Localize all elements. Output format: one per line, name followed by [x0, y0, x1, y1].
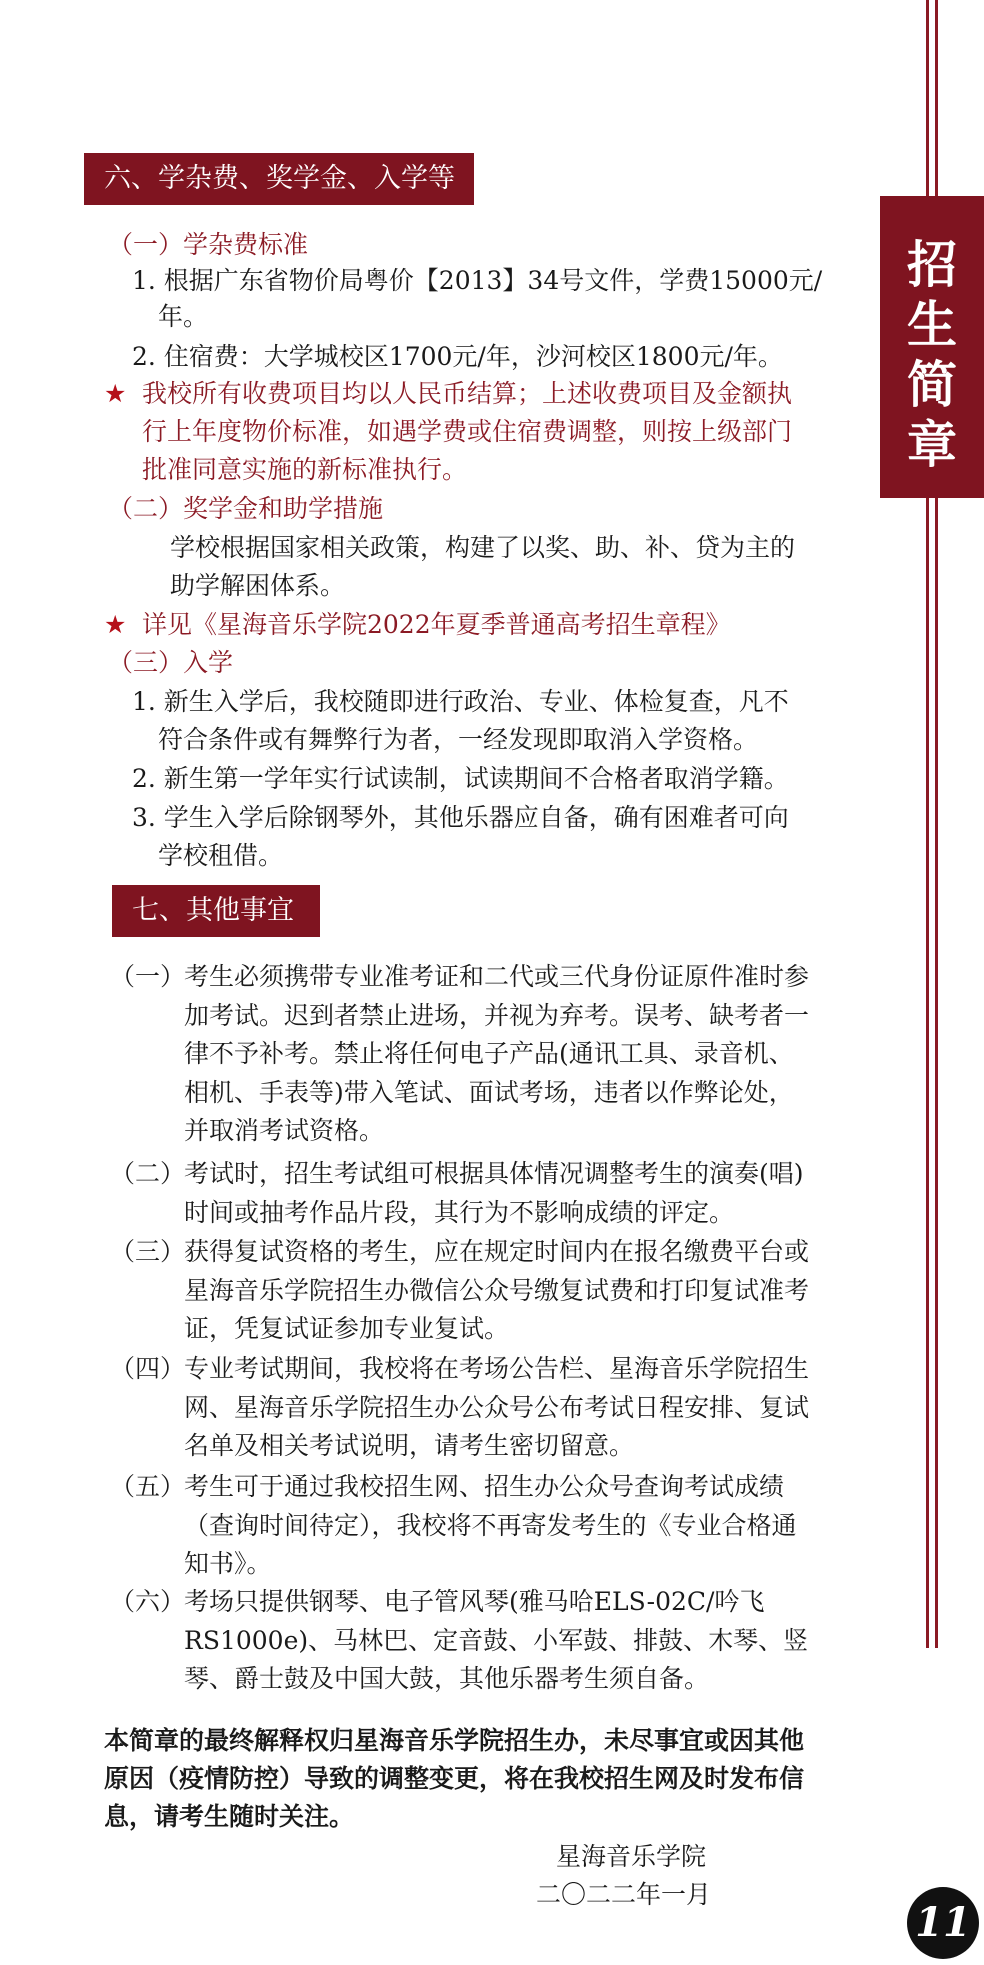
section7-item-line: 星海音乐学院招生办微信公众号缴复试费和打印复试准考 [184, 1275, 810, 1305]
section7-item-line: 时间或抽考作品片段，其行为不影响成绩的评定。 [184, 1197, 735, 1227]
section7-item-line: 并取消考试资格。 [184, 1116, 385, 1145]
sub3-item3-line2: 学校租借。 [158, 841, 284, 870]
note1-line1: 我校所有收费项目均以人民币结算；上述收费项目及金额执 [142, 379, 793, 408]
section7-item-number: （四） [110, 1354, 186, 1383]
border-line-left [926, 0, 929, 196]
section7-item-line: 相机、手表等)带入笔试、面试考场，违者以作弊论处， [184, 1077, 794, 1107]
sub1-item1-line1: 1. 根据广东省物价局粤价【2013】34号文件，学费15000元/ [132, 266, 823, 295]
page-number: 11 [915, 1899, 971, 1946]
border-line-right [935, 0, 938, 196]
note2-text: 详见《星海音乐学院2022年夏季普通高考招生章程》 [142, 610, 731, 639]
sub3-item3-line1: 3. 学生入学后除钢琴外，其他乐器应自备，确有困难者可向 [132, 803, 789, 832]
section7-item-line: 考生必须携带专业准考证和二代或三代身份证原件准时参 [184, 962, 810, 991]
section7-item-line: 琴、爵士鼓及中国大鼓，其他乐器考生须自备。 [184, 1664, 710, 1693]
section7-item-line: 网、星海音乐学院招生办公众号公布考试日程安排、复试 [184, 1392, 810, 1422]
sub3-title: （三）入学 [108, 648, 234, 677]
section7-item-line: 专业考试期间，我校将在考场公告栏、星海音乐学院招生 [184, 1354, 810, 1383]
section7-item-line: 加考试。迟到者禁止进场，并视为弃考。误考、缺考者一 [184, 1000, 810, 1030]
sub2-line1: 学校根据国家相关政策，构建了以奖、助、补、贷为主的 [170, 533, 796, 562]
section7-item-line: 律不予补考。禁止将任何电子产品(通讯工具、录音机、 [184, 1039, 794, 1068]
sub1-item2: 2. 住宿费：大学城校区1700元/年，沙河校区1800元/年。 [132, 342, 783, 371]
section7-item-line: 获得复试资格的考生，应在规定时间内在报名缴费平台或 [184, 1237, 810, 1266]
footer-line2: 原因（疫情防控）导致的调整变更，将在我校招生网及时发布信 [104, 1764, 805, 1793]
note1-line3: 批准同意实施的新标准执行。 [142, 455, 468, 484]
section7-item-number: （二） [110, 1159, 186, 1188]
page-number-badge [907, 1887, 979, 1959]
star-icon: ★ [104, 610, 127, 639]
side-tab-char: 生 [907, 295, 957, 354]
section7-item-line: 考试时，招生考试组可根据具体情况调整考生的演奏(唱) [184, 1159, 804, 1188]
section7-item-line: （查询时间待定），我校将不再寄发考生的《专业合格通 [184, 1510, 797, 1540]
side-tab-char: 简 [907, 355, 957, 414]
footer-line1: 本简章的最终解释权归星海音乐学院招生办，未尽事宜或因其他 [104, 1726, 805, 1755]
section7-item-line: 考生可于通过我校招生网、招生办公众号查询考试成绩 [184, 1472, 785, 1501]
sub3-item1-line2: 符合条件或有舞弊行为者，一经发现即取消入学资格。 [158, 725, 759, 754]
section7-heading: 七、其他事宜 [112, 885, 320, 937]
section7-item-number: （三） [110, 1237, 186, 1266]
section7-item-number: （六） [110, 1587, 186, 1616]
section7-item-line: RS1000e)、马林巴、定音鼓、小军鼓、排鼓、木琴、竖 [184, 1625, 809, 1655]
sub2-line2: 助学解困体系。 [170, 571, 346, 600]
section7-item-line: 名单及相关考试说明，请考生密切留意。 [184, 1431, 635, 1460]
section7-item-number: （五） [110, 1472, 186, 1501]
sub2-title: （二）奖学金和助学措施 [108, 494, 384, 523]
sub3-item2: 2. 新生第一学年实行试读制，试读期间不合格者取消学籍。 [132, 764, 789, 793]
section7-item-number: （一） [110, 962, 186, 991]
star-icon: ★ [104, 379, 127, 408]
section7-item-line: 考场只提供钢琴、电子管风琴(雅马哈ELS-02C/吟飞 [184, 1587, 765, 1616]
sub1-item1-line2: 年。 [158, 302, 209, 331]
border-line-right-lower [935, 498, 938, 1648]
footer-org: 星海音乐学院 [556, 1842, 707, 1871]
section6-heading: 六、学杂费、奖学金、入学等 [84, 153, 474, 205]
sub1-title: （一）学杂费标准 [108, 230, 309, 259]
side-tab-char: 章 [907, 415, 957, 474]
note1-line2: 行上年度物价标准，如遇学费或住宿费调整，则按上级部门 [142, 417, 793, 446]
footer-date: 二〇二二年一月 [536, 1880, 712, 1909]
sub3-item1-line1: 1. 新生入学后，我校随即进行政治、专业、体检复查，凡不 [132, 687, 789, 716]
footer-line3: 息，请考生随时关注。 [104, 1802, 355, 1831]
section7-item-line: 证，凭复试证参加专业复试。 [184, 1314, 510, 1343]
section7-item-line: 知书》。 [184, 1549, 272, 1578]
border-line-left-lower [926, 498, 929, 1648]
side-tab [880, 196, 984, 498]
side-tab-char: 招 [907, 235, 957, 294]
